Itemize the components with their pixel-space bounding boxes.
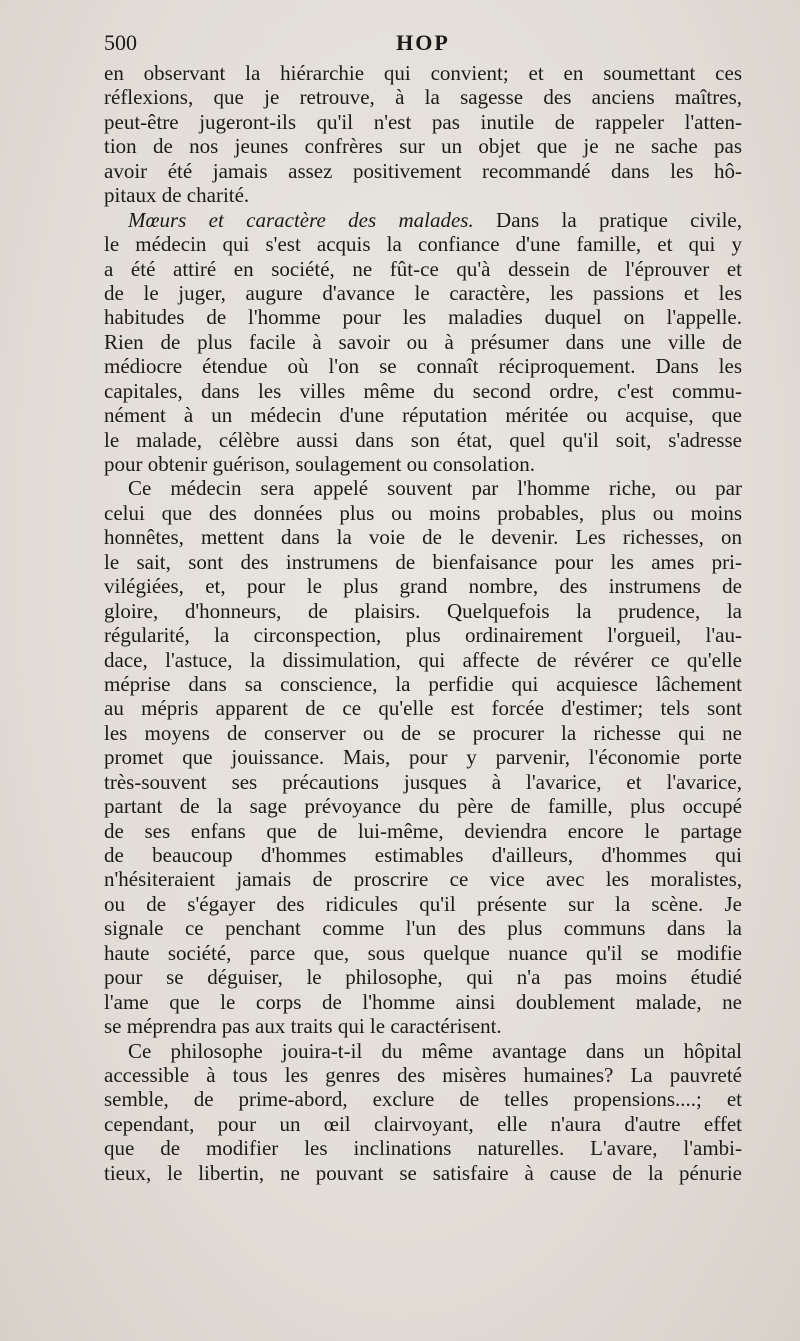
text-line: les moyens de conserver ou de se procurer la richesse qui ne: [104, 720, 742, 745]
text-line: gloire, d'honneurs, de plaisirs. Quelquefois la prudence, la: [104, 598, 742, 623]
text-line: signale ce penchant comme l'un des plus communs dans la: [104, 916, 742, 941]
text-line: avoir été jamais assez positivement recommandé dans les hô-: [104, 158, 742, 183]
text-line: au mépris apparent de ce qu'elle est forcée d'estimer; tels sont: [104, 696, 742, 721]
text-line: tieux, le libertin, ne pouvant se satisfaire à cause de la pénurie: [104, 1160, 742, 1185]
text-line: Ce médecin sera appelé souvent par l'homme riche, ou par: [128, 476, 742, 501]
text-line: accessible à tous les genres des misères humaines? La pauvreté: [104, 1062, 742, 1087]
text-line: capitales, dans les villes même du second ordre, c'est commu-: [104, 378, 742, 403]
text-line: cependant, pour un œil clairvoyant, elle n'aura d'autre effet: [104, 1111, 742, 1136]
text-line: peut-être jugeront-ils qu'il n'est pas inutile de rappeler l'atten-: [104, 109, 742, 134]
paragraph-3: [104, 476, 742, 1038]
text-line: méprise dans sa conscience, la perfidie qui acquiesce lâchement: [104, 671, 742, 696]
text-line: pour se déguiser, le philosophe, qui n'a pas moins étudié: [104, 965, 742, 990]
text-line: le malade, célèbre aussi dans son état, quel qu'il soit, s'adresse: [104, 427, 742, 452]
text-line: Rien de plus facile à savoir ou à présumer dans une ville de: [104, 329, 742, 354]
text-line: que de modifier les inclinations naturelles. L'avare, l'ambi-: [104, 1136, 742, 1161]
text-line: haute société, parce que, sous quelque nuance qu'il se modifie: [104, 940, 742, 965]
text-line: celui que des données plus ou moins probables, plus ou moins: [104, 500, 742, 525]
text-line: le sait, sont des instrumens de bienfaisance pour les ames pri-: [104, 549, 742, 574]
text-line: régularité, la circonspection, plus ordinairement l'orgueil, l'au-: [104, 623, 742, 648]
text-line: [104, 208, 742, 232]
text-line: réflexions, que je retrouve, à la sagesse des anciens maîtres,: [104, 85, 742, 110]
text-line: se méprendra pas aux traits qui le caractérisent.: [104, 1014, 502, 1039]
paragraph-4: [104, 1039, 742, 1186]
text-line: n'hésiteraient jamais de proscrire ce vice avec les moralistes,: [104, 867, 742, 892]
text-line: de beaucoup d'hommes estimables d'ailleurs, d'hommes qui: [104, 843, 742, 867]
text-line: pitaux de charité.: [104, 183, 250, 208]
text-line: de le juger, augure d'avance le caractère, les passions et les: [104, 280, 742, 305]
text-line: semble, de prime-abord, exclure de telles propensions....; et: [104, 1087, 742, 1112]
text-line: partant de la sage prévoyance du père de famille, plus occupé: [104, 794, 742, 819]
paragraph-1: [104, 61, 742, 208]
text-line: habitudes de l'homme pour les maladies duquel on l'appelle.: [104, 305, 742, 330]
text-line: dace, l'astuce, la dissimulation, qui affecte de révérer ce qu'elle: [104, 647, 742, 672]
page-number: 500: [104, 30, 137, 55]
text-line: en observant la hiérarchie qui convient; et en soumettant ces: [104, 61, 742, 85]
text-line: tion de nos jeunes confrères sur un objet que je ne sache pas: [104, 134, 742, 159]
text-line: pour obtenir guérison, soulagement ou consolation.: [104, 452, 536, 476]
paragraph-2: [104, 208, 742, 477]
text-line: l'ame que le corps de l'homme ainsi doublement malade, ne: [104, 989, 742, 1014]
text-line: promet que jouissance. Mais, pour y parvenir, l'économie porte: [104, 745, 742, 770]
running-head: HOP: [396, 30, 450, 55]
text-line: le médecin qui s'est acquis la confiance d'une famille, et qui y: [104, 232, 742, 257]
body-text: [104, 61, 742, 1185]
section-lead-italic: Mœurs et caractère des malades.: [128, 207, 474, 232]
text-line: nément à un médecin d'une réputation méritée ou acquise, que: [104, 403, 742, 428]
text-line: vilégiées, et, pour le plus grand nombre, des instrumens de: [104, 574, 742, 599]
text-line: médiocre étendue où l'on se connaît réciproquement. Dans les: [104, 354, 742, 379]
page-header: [104, 30, 742, 60]
text-line: très-souvent ses précautions jusques à l'avarice, et l'avarice,: [104, 769, 742, 794]
text-line: de ses enfans que de lui-même, deviendra encore le partage: [104, 818, 742, 843]
text-line: ou de s'égayer des ridicules qu'il présente sur la scène. Je: [104, 891, 742, 916]
text-line: Ce philosophe jouira-t-il du même avantage dans un hôpital: [128, 1038, 742, 1063]
text-line: honnêtes, mettent dans la voie de le devenir. Les richesses, on: [104, 525, 742, 550]
text-line: a été attiré en société, ne fût-ce qu'à dessein de l'éprouver et: [104, 256, 742, 281]
text-fragment: Dans la pratique civile,: [473, 207, 742, 232]
